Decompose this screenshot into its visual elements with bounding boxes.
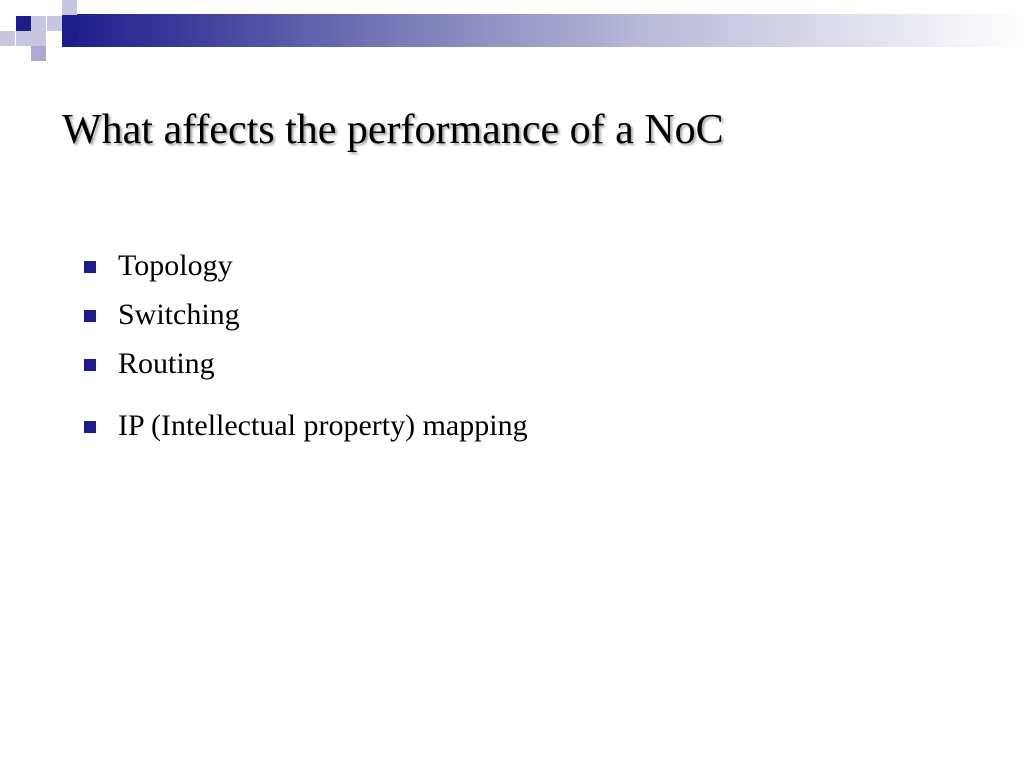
square-bullet-icon [84,310,96,322]
header-gradient-bar [62,14,1024,47]
checker-square [31,31,46,46]
checker-square [62,31,77,46]
checker-square [62,0,77,15]
bullet-text: Topology [118,249,233,282]
checker-square [31,16,46,31]
bullet-item [84,344,528,393]
slide-title: What affects the performance of a NoC [62,107,724,153]
checker-square [47,16,62,31]
bullet-item [84,295,528,344]
checker-square [16,16,31,31]
checker-square [0,31,15,46]
bullet-item [84,406,528,455]
square-bullet-icon [84,421,96,433]
checker-square [16,31,31,46]
bullet-text: IP (Intellectual property) mapping [118,409,528,442]
bullet-item [84,246,528,295]
bullet-text: Switching [118,298,240,331]
checker-square [31,46,46,61]
bullet-text: Routing [118,347,215,380]
square-bullet-icon [84,261,96,273]
bullet-list [84,246,528,455]
square-bullet-icon [84,359,96,371]
